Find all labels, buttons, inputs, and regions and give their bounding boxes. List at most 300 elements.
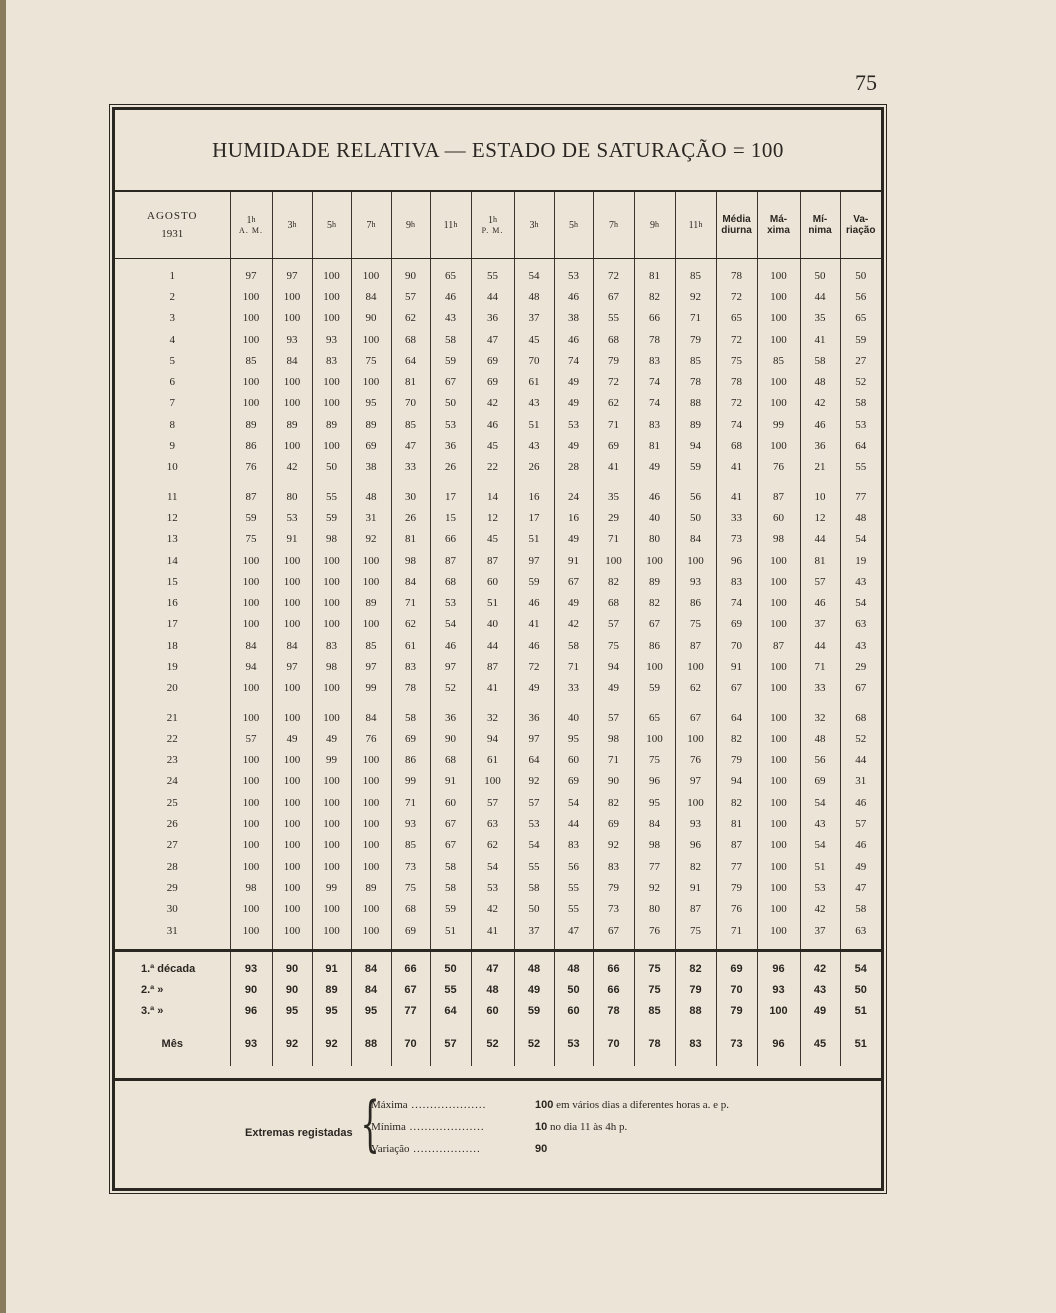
day-value: 100: [230, 678, 272, 699]
month-value: 92: [272, 1033, 312, 1054]
day-value: 82: [716, 728, 757, 749]
header-hour-number: 3: [287, 219, 293, 231]
day-value: 82: [716, 792, 757, 813]
day-value: 44: [554, 813, 593, 834]
day-value: 46: [840, 835, 881, 856]
day-value: 100: [272, 614, 312, 635]
day-value: 97: [230, 259, 272, 287]
day-value: 67: [430, 371, 471, 392]
day-value: 85: [391, 835, 430, 856]
summary-gap: [115, 1021, 881, 1033]
day-value: 81: [634, 259, 675, 287]
day-value: 92: [514, 771, 554, 792]
day-value: 98: [634, 835, 675, 856]
decade-row: [115, 979, 881, 1000]
day-value: 84: [351, 286, 391, 307]
day-value: 67: [554, 571, 593, 592]
day-value: 37: [800, 614, 840, 635]
day-label: 8: [169, 418, 175, 431]
decade-value: 51: [840, 1000, 881, 1021]
day-value: 37: [514, 308, 554, 329]
sep-cell: [430, 951, 471, 959]
extreme-min-value: 10 no dia 11 às 4h p.: [535, 1121, 628, 1133]
day-value: 94: [716, 771, 757, 792]
extreme-var-value: 90: [535, 1143, 548, 1155]
day-value: 100: [351, 920, 391, 941]
extreme-var-name: Variação ..................: [371, 1143, 481, 1155]
day-value: 44: [471, 286, 514, 307]
month-value: 78: [634, 1033, 675, 1054]
header-stat-cell: Média diurna: [716, 192, 757, 259]
header-hour-suffix: h: [411, 219, 415, 229]
day-value: 35: [593, 486, 634, 507]
day-value: 49: [554, 435, 593, 456]
day-value: 54: [514, 259, 554, 287]
day-value: 71: [593, 529, 634, 550]
decade-value: 66: [593, 979, 634, 1000]
gap-cell: [430, 1054, 471, 1066]
day-value: 54: [840, 529, 881, 550]
gap-cell: [840, 941, 881, 951]
day-value: 41: [471, 920, 514, 941]
day-value: 56: [800, 750, 840, 771]
day-value: 100: [351, 614, 391, 635]
gap-cell: [272, 699, 312, 707]
day-value: 46: [471, 414, 514, 435]
header-hour-number: 11: [688, 219, 699, 231]
day-value: 49: [554, 592, 593, 613]
day-row: [115, 771, 881, 792]
gap-cell: [554, 941, 593, 951]
day-value: 100: [312, 835, 351, 856]
gap-cell: [351, 1054, 391, 1066]
day-row: [115, 350, 881, 371]
day-value: 100: [230, 771, 272, 792]
header-hour-cell: [675, 192, 716, 259]
gap-cell: [757, 478, 800, 486]
day-value: 85: [351, 635, 391, 656]
day-value: 93: [675, 813, 716, 834]
decade-label: 3.ª »: [141, 1004, 164, 1017]
day-label: 27: [166, 839, 178, 852]
header-hour-suffix: h: [251, 215, 256, 224]
gap-cell: [554, 478, 593, 486]
day-value: 74: [634, 371, 675, 392]
extreme-min-name: Mínima ....................: [371, 1121, 485, 1133]
day-value: 64: [514, 750, 554, 771]
header-stat-cell: Mí- nima: [800, 192, 840, 259]
day-value: 78: [716, 371, 757, 392]
day-value: 99: [757, 414, 800, 435]
day-value: 100: [757, 308, 800, 329]
day-value: 59: [430, 899, 471, 920]
humidity-table: [115, 192, 881, 1066]
gap-cell: [430, 699, 471, 707]
day-value: 71: [716, 920, 757, 941]
gap-cell: [272, 1054, 312, 1066]
day-value: 97: [430, 656, 471, 677]
day-value: 21: [800, 457, 840, 478]
day-value: 97: [351, 656, 391, 677]
day-value: 100: [230, 571, 272, 592]
day-value: 100: [351, 550, 391, 571]
day-value: 85: [230, 350, 272, 371]
day-value: 44: [800, 529, 840, 550]
day-value: 71: [593, 750, 634, 771]
day-value: 68: [593, 592, 634, 613]
day-value: 93: [312, 329, 351, 350]
day-value: 92: [593, 835, 634, 856]
day-value: 48: [800, 728, 840, 749]
day-value: 43: [514, 435, 554, 456]
day-value: 100: [230, 707, 272, 728]
day-value: 84: [230, 635, 272, 656]
day-value: 40: [554, 707, 593, 728]
header-hour-number: 1: [488, 215, 493, 226]
day-value: 97: [675, 771, 716, 792]
day-value: 49: [840, 856, 881, 877]
gap-cell: [312, 478, 351, 486]
day-value: 92: [351, 529, 391, 550]
day-value: 91: [554, 550, 593, 571]
day-value: 95: [634, 792, 675, 813]
day-label: 17: [166, 618, 178, 631]
day-value: 75: [716, 350, 757, 371]
gap-cell: [351, 478, 391, 486]
header-hour-suffix: h: [453, 219, 458, 229]
day-value: 66: [430, 529, 471, 550]
day-value: 22: [471, 457, 514, 478]
sep-cell: [312, 951, 351, 959]
day-label: 20: [166, 682, 178, 695]
day-value: 83: [634, 414, 675, 435]
decade-value: 96: [757, 958, 800, 979]
day-value: 100: [272, 371, 312, 392]
day-value: 46: [430, 286, 471, 307]
day-value: 55: [471, 259, 514, 287]
day-value: 93: [272, 329, 312, 350]
day-value: 49: [593, 678, 634, 699]
gap-cell: [675, 699, 716, 707]
day-row: [115, 728, 881, 749]
day-value: 72: [514, 656, 554, 677]
day-value: 85: [675, 259, 716, 287]
day-value: 43: [430, 308, 471, 329]
day-value: 17: [430, 486, 471, 507]
day-label: 1: [169, 269, 175, 282]
day-value: 77: [716, 856, 757, 877]
day-row: [115, 592, 881, 613]
decade-value: 88: [675, 1000, 716, 1021]
day-value: 53: [272, 507, 312, 528]
day-value: 86: [634, 635, 675, 656]
day-value: 55: [554, 877, 593, 898]
day-value: 85: [675, 350, 716, 371]
gap-cell: [230, 478, 272, 486]
gap-cell: [757, 699, 800, 707]
day-value: 58: [554, 635, 593, 656]
day-value: 84: [634, 813, 675, 834]
day-row: [115, 308, 881, 329]
day-value: 90: [593, 771, 634, 792]
day-row: [115, 813, 881, 834]
day-value: 59: [634, 678, 675, 699]
gap-cell: [272, 1021, 312, 1033]
decade-label: 2.ª »: [141, 983, 164, 996]
day-value: 41: [514, 614, 554, 635]
day-label: 7: [169, 397, 175, 410]
day-value: 80: [634, 899, 675, 920]
day-value: 57: [800, 571, 840, 592]
day-value: 100: [272, 286, 312, 307]
day-value: 27: [840, 350, 881, 371]
day-value: 78: [675, 371, 716, 392]
day-value: 76: [757, 457, 800, 478]
day-value: 100: [757, 550, 800, 571]
day-value: 100: [757, 259, 800, 287]
day-value: 32: [471, 707, 514, 728]
month-value: 53: [554, 1033, 593, 1054]
decade-value: 64: [430, 1000, 471, 1021]
day-value: 69: [716, 614, 757, 635]
day-value: 69: [391, 728, 430, 749]
header-hour-number: 11: [443, 219, 454, 231]
day-value: 84: [391, 571, 430, 592]
book-spine-edge: [0, 0, 6, 1313]
header-hour-cell: [351, 192, 391, 259]
day-value: 47: [554, 920, 593, 941]
day-value: 100: [272, 877, 312, 898]
day-value: 37: [514, 920, 554, 941]
day-value: 87: [757, 635, 800, 656]
month-value: 96: [757, 1033, 800, 1054]
day-value: 100: [351, 571, 391, 592]
header-hour-suffix: h: [655, 219, 659, 229]
month-value: 57: [430, 1033, 471, 1054]
gap-cell: [593, 699, 634, 707]
header-hour-suffix: h: [371, 219, 376, 229]
day-label: 28: [166, 860, 178, 873]
day-value: 59: [840, 329, 881, 350]
day-value: 100: [757, 371, 800, 392]
gap-cell: [514, 1021, 554, 1033]
decade-value: 95: [351, 1000, 391, 1021]
month-value: 88: [351, 1033, 391, 1054]
day-value: 100: [272, 920, 312, 941]
day-value: 100: [230, 899, 272, 920]
header-hour-number: 7: [366, 219, 372, 231]
day-value: 82: [634, 592, 675, 613]
day-value: 91: [675, 877, 716, 898]
day-value: 100: [312, 813, 351, 834]
sep-cell: [391, 951, 430, 959]
table-header: [115, 192, 881, 259]
day-value: 100: [351, 835, 391, 856]
gap-cell: [430, 1021, 471, 1033]
header-year: 1931: [161, 228, 184, 240]
month-value: 93: [230, 1033, 272, 1054]
day-value: 62: [675, 678, 716, 699]
day-value: 89: [634, 571, 675, 592]
day-value: 100: [757, 707, 800, 728]
day-value: 87: [471, 550, 514, 571]
day-value: 100: [757, 329, 800, 350]
day-value: 100: [230, 550, 272, 571]
day-value: 100: [757, 286, 800, 307]
day-value: 50: [430, 393, 471, 414]
day-value: 83: [554, 835, 593, 856]
day-value: 95: [554, 728, 593, 749]
sep-cell: [675, 951, 716, 959]
day-value: 65: [634, 707, 675, 728]
decade-value: 96: [230, 1000, 272, 1021]
day-value: 50: [514, 899, 554, 920]
gap-cell: [351, 941, 391, 951]
day-value: 55: [840, 457, 881, 478]
day-value: 46: [554, 329, 593, 350]
decade-value: 60: [554, 1000, 593, 1021]
day-value: 100: [312, 678, 351, 699]
header-hour-number: 9: [406, 219, 411, 231]
day-value: 38: [554, 308, 593, 329]
day-value: 33: [554, 678, 593, 699]
day-value: 67: [675, 707, 716, 728]
header-hour-number: 3: [529, 219, 535, 231]
day-value: 100: [272, 435, 312, 456]
day-value: 67: [634, 614, 675, 635]
day-value: 36: [514, 707, 554, 728]
day-value: 40: [471, 614, 514, 635]
day-value: 67: [593, 920, 634, 941]
day-value: 56: [675, 486, 716, 507]
day-value: 19: [840, 550, 881, 571]
day-value: 69: [471, 350, 514, 371]
sep-cell: [634, 951, 675, 959]
gap-cell: [840, 478, 881, 486]
day-value: 83: [593, 856, 634, 877]
day-value: 100: [312, 435, 351, 456]
day-value: 91: [716, 656, 757, 677]
gap-cell: [351, 1021, 391, 1033]
day-value: 28: [554, 457, 593, 478]
day-value: 80: [634, 529, 675, 550]
day-value: 53: [430, 592, 471, 613]
day-value: 100: [312, 707, 351, 728]
sep-cell: [351, 951, 391, 959]
day-value: 49: [312, 728, 351, 749]
decade-value: 78: [593, 1000, 634, 1021]
decade-value: 90: [272, 979, 312, 1000]
gap-cell: [230, 1054, 272, 1066]
day-value: 65: [716, 308, 757, 329]
header-hour-suffix: h: [574, 219, 578, 229]
day-value: 46: [634, 486, 675, 507]
day-value: 100: [230, 308, 272, 329]
day-value: 53: [800, 877, 840, 898]
day-value: 47: [840, 877, 881, 898]
day-value: 42: [800, 899, 840, 920]
day-value: 81: [634, 435, 675, 456]
day-value: 49: [634, 457, 675, 478]
gap-cell: [634, 478, 675, 486]
decade-value: 75: [634, 958, 675, 979]
day-value: 100: [272, 393, 312, 414]
day-value: 36: [800, 435, 840, 456]
decade-value: 93: [757, 979, 800, 1000]
month-value: 52: [514, 1033, 554, 1054]
gap-cell: [800, 1021, 840, 1033]
day-row: [115, 678, 881, 699]
day-value: 89: [351, 877, 391, 898]
day-value: 84: [272, 635, 312, 656]
day-row: [115, 635, 881, 656]
header-hour-suffix: h: [614, 219, 618, 229]
day-value: 62: [593, 393, 634, 414]
day-value: 96: [675, 835, 716, 856]
day-value: 51: [514, 529, 554, 550]
day-value: 83: [312, 350, 351, 371]
month-label: Mês: [161, 1037, 183, 1050]
extremes-label: Extremas registadas: [245, 1127, 353, 1139]
day-value: 73: [391, 856, 430, 877]
day-value: 43: [840, 635, 881, 656]
gap-cell: [757, 1054, 800, 1066]
day-value: 100: [675, 728, 716, 749]
decade-value: 70: [716, 979, 757, 1000]
day-value: 24: [554, 486, 593, 507]
day-value: 68: [593, 329, 634, 350]
day-row: [115, 707, 881, 728]
day-value: 98: [312, 656, 351, 677]
day-value: 89: [230, 414, 272, 435]
day-value: 51: [514, 414, 554, 435]
day-value: 100: [757, 877, 800, 898]
day-value: 71: [554, 656, 593, 677]
day-value: 60: [471, 571, 514, 592]
daily-rows: [115, 259, 881, 951]
day-value: 67: [430, 813, 471, 834]
day-value: 100: [272, 856, 312, 877]
day-value: 86: [230, 435, 272, 456]
gap-cell: [391, 699, 430, 707]
day-value: 44: [800, 635, 840, 656]
day-value: 65: [840, 308, 881, 329]
gap-cell: [593, 1054, 634, 1066]
gap-cell: [312, 1054, 351, 1066]
day-value: 99: [391, 771, 430, 792]
day-value: 72: [716, 329, 757, 350]
day-value: 100: [272, 571, 312, 592]
day-row: [115, 792, 881, 813]
day-label: 6: [169, 376, 175, 389]
day-value: 44: [471, 635, 514, 656]
day-value: 46: [430, 635, 471, 656]
day-value: 94: [593, 656, 634, 677]
day-value: 42: [471, 899, 514, 920]
day-value: 81: [391, 529, 430, 550]
day-value: 54: [514, 835, 554, 856]
gap-cell: [800, 478, 840, 486]
day-value: 76: [675, 750, 716, 771]
decade-value: 47: [471, 958, 514, 979]
sep-cell: [230, 951, 272, 959]
day-value: 100: [757, 656, 800, 677]
day-value: 75: [351, 350, 391, 371]
gap-cell: [391, 941, 430, 951]
day-value: 95: [351, 393, 391, 414]
day-value: 74: [554, 350, 593, 371]
decade-value: 66: [391, 958, 430, 979]
